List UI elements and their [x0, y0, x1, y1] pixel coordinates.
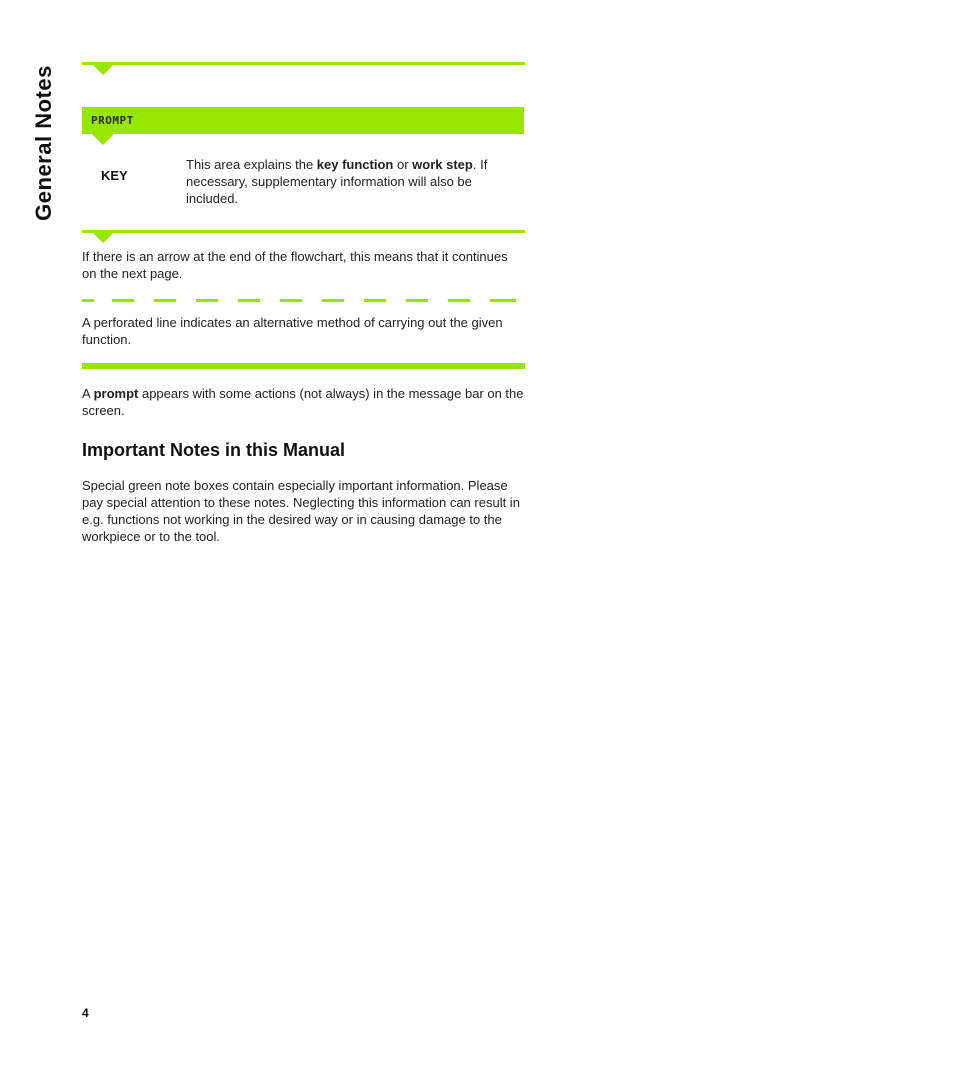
perforated-dash — [112, 299, 134, 302]
sidebar-title-text: General Notes — [31, 65, 57, 221]
prompt-note-text: A — [82, 386, 94, 401]
section-heading: Important Notes in this Manual — [82, 440, 346, 460]
prompt-note-text: appears with some actions (not always) in the message bar on the screen. — [82, 386, 524, 418]
sidebar-title — [27, 48, 61, 238]
perforated-dash — [82, 299, 94, 302]
perforated-dash — [322, 299, 344, 302]
perforated-dash — [364, 299, 386, 302]
section-heading-wrap — [82, 440, 345, 461]
prompt-arrow-marker — [92, 134, 114, 145]
prompt-note — [82, 385, 528, 419]
prompt-bar — [82, 107, 524, 134]
key-description — [186, 156, 526, 207]
key-desc-bold-key-function: key function — [316, 157, 394, 172]
perforated-dash — [196, 299, 218, 302]
key-desc-bold-work-step: work step — [412, 157, 473, 172]
key-desc-text: or — [393, 157, 413, 172]
key-label: KEY — [101, 168, 128, 183]
prompt-indicator-bar — [82, 363, 525, 369]
key-desc-text: . If necessary, supplementary information will also be included. — [186, 157, 488, 206]
flowchart-top-line — [82, 62, 525, 65]
flowchart-bottom-line — [82, 230, 525, 233]
perforated-dash — [448, 299, 470, 302]
flowchart-arrow-marker — [92, 64, 114, 75]
prompt-note-bold: prompt — [93, 386, 139, 401]
arrow-note: If there is an arrow at the end of the flowchart, this means that it continues on the next page. — [82, 249, 508, 281]
perforated-dash — [280, 299, 302, 302]
perforated-dash — [238, 299, 260, 302]
continuation-arrow-marker — [92, 232, 114, 243]
section-body: Special green note boxes contain especially important information. Please pay special attention to these notes. Neglecting this information can result in e.g. functions not working in the desired way or in causing damage to the workpiece or to the tool. — [82, 478, 520, 544]
page-number: 4 — [82, 1006, 89, 1020]
perforated-dash — [406, 299, 428, 302]
key-desc-text: This area explains the — [186, 157, 317, 172]
perforated-dash — [490, 299, 516, 302]
perforated-note: A perforated line indicates an alternative method of carrying out the given function. — [82, 315, 503, 347]
prompt-label: PROMPT — [91, 114, 134, 127]
perforated-dash — [154, 299, 176, 302]
